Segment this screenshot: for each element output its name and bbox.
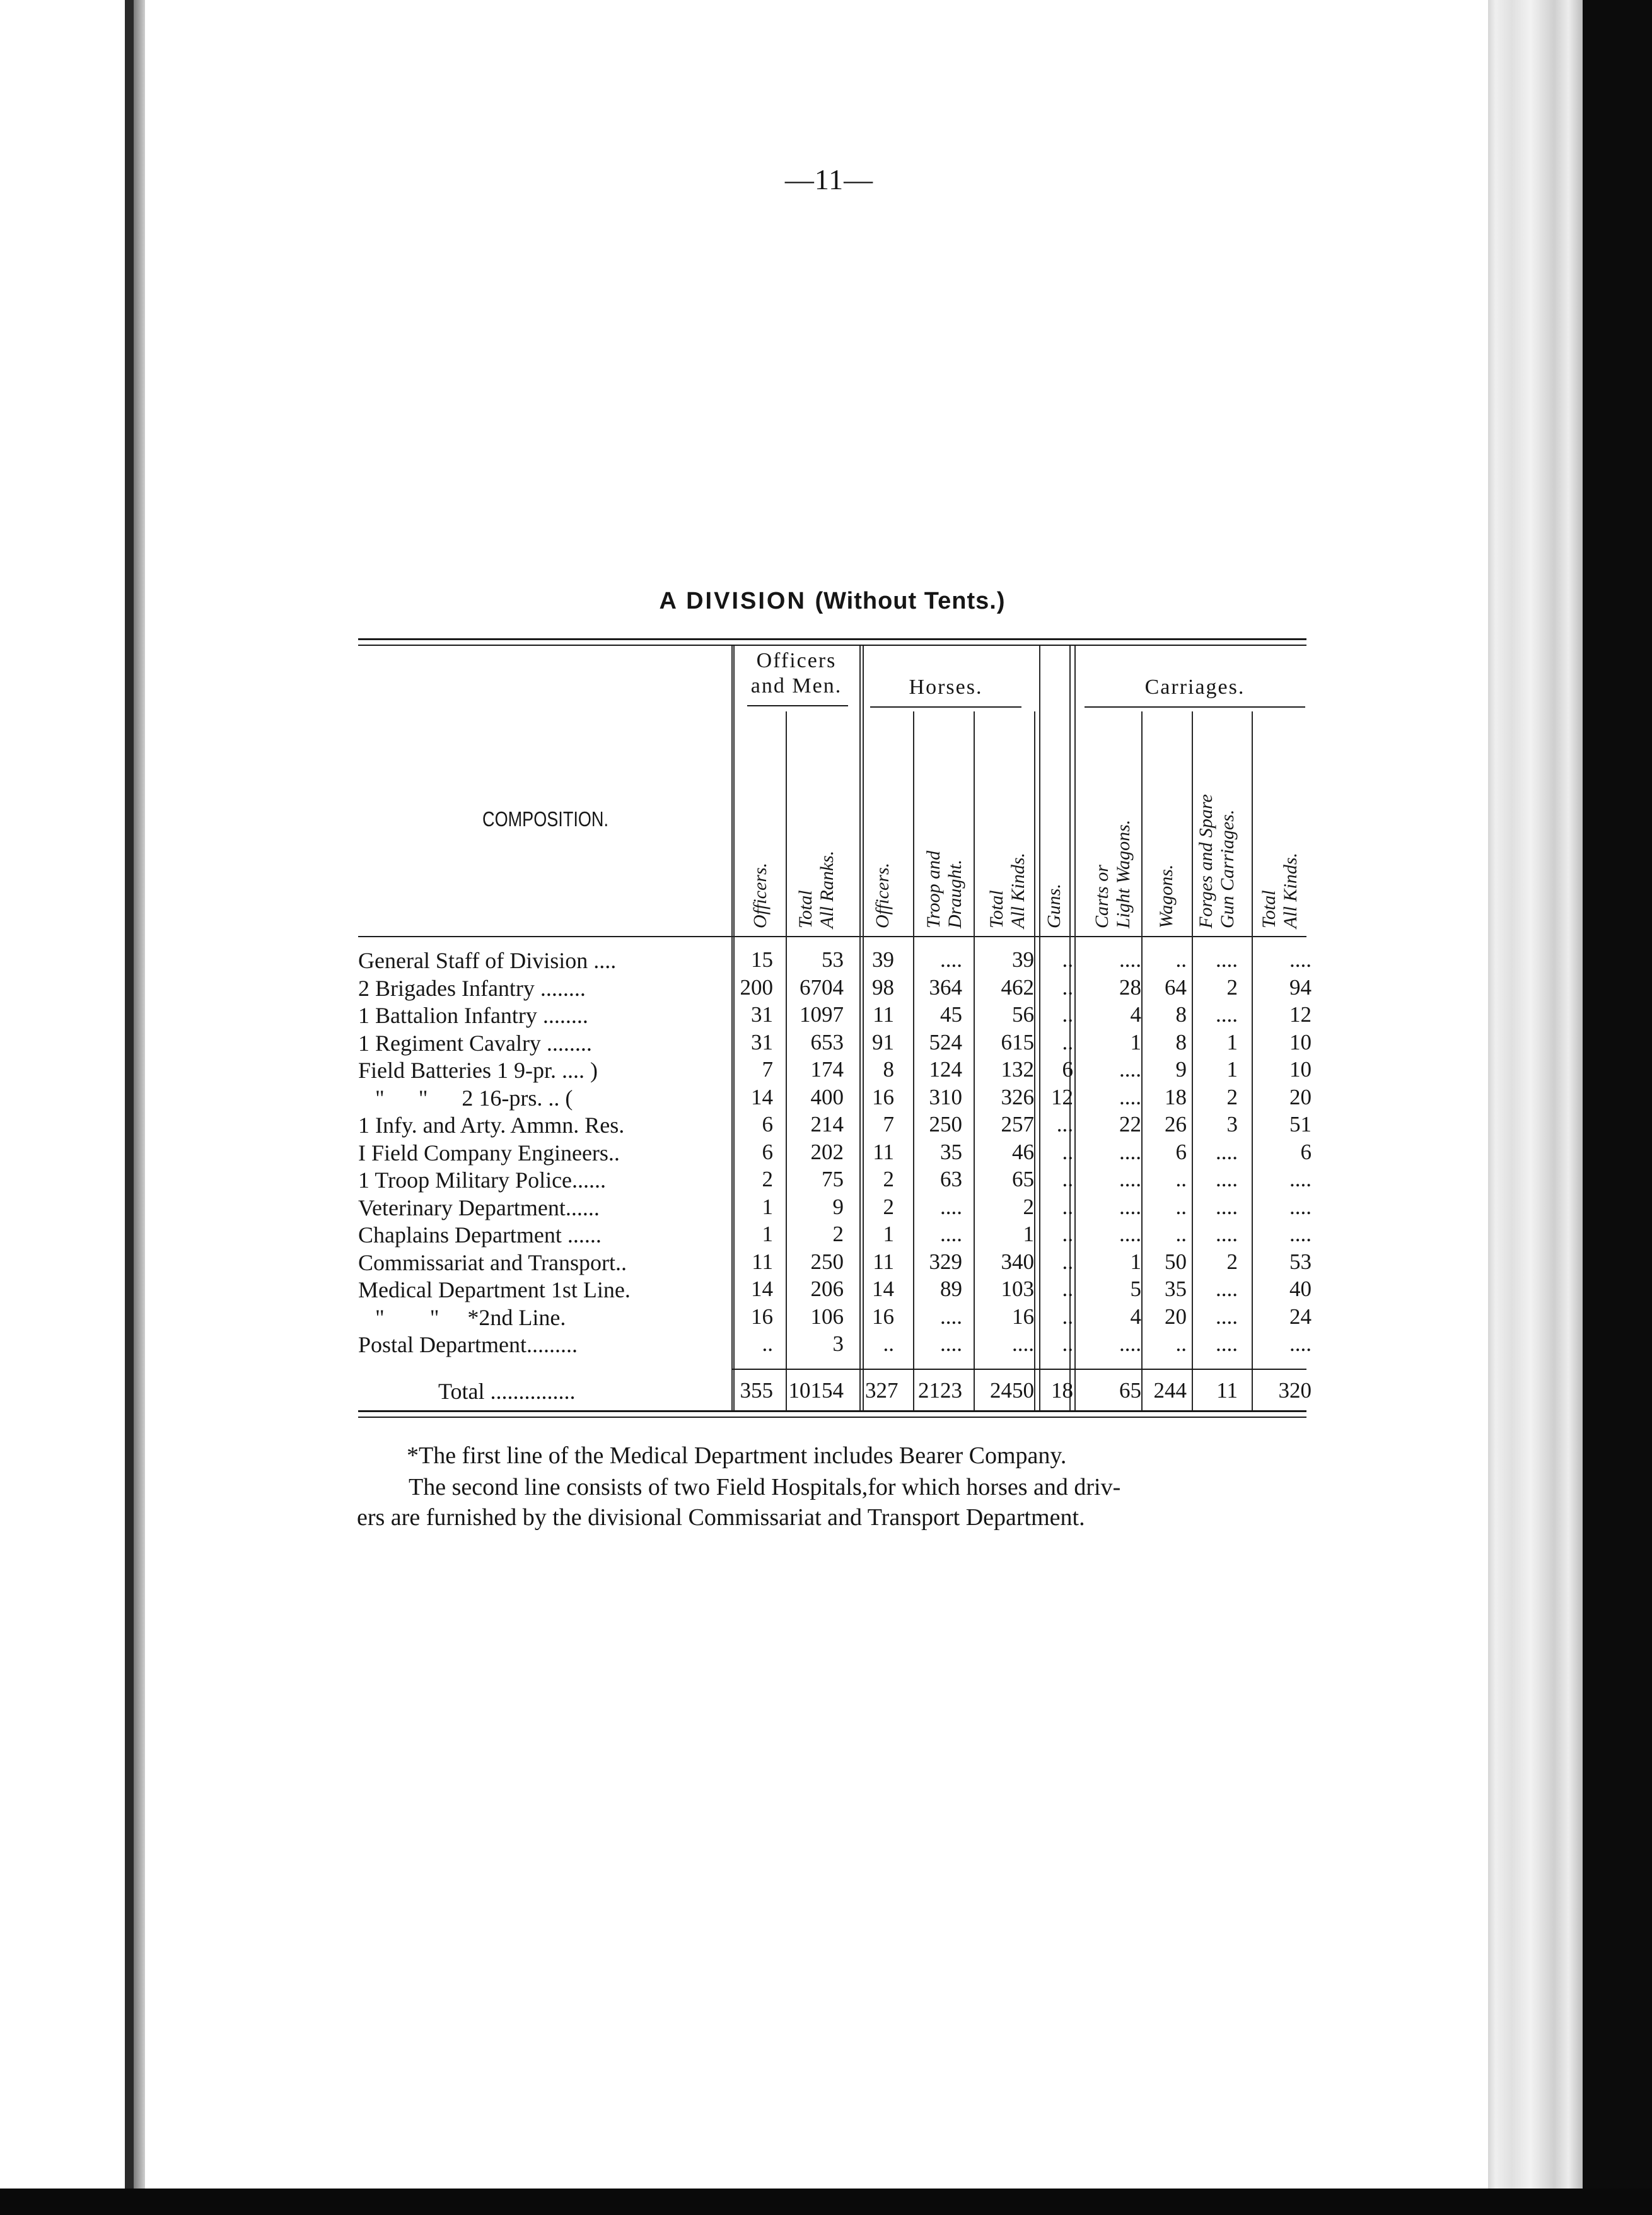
table-cell: ....: [1216, 1195, 1238, 1219]
table-cell: 31: [751, 1030, 773, 1055]
column-header-3-line-1: Officers.: [872, 862, 893, 928]
column-header-5: [986, 853, 1029, 928]
total-cell: 244: [1153, 1378, 1187, 1403]
table-cell: 1: [1023, 1222, 1034, 1246]
column-divider: [1034, 711, 1035, 1410]
table-cell: 11: [873, 1249, 894, 1274]
table-cell: 14: [751, 1277, 773, 1301]
table-cell: ..: [1062, 1249, 1073, 1274]
table-cell: 10: [1289, 1057, 1312, 1082]
table-cell: 2: [1023, 1195, 1034, 1219]
table-cell: 364: [929, 975, 962, 1000]
table-cell: 16: [872, 1304, 894, 1329]
table-cell: 7: [883, 1112, 894, 1137]
column-header-7-line-1: Carts or: [1091, 865, 1112, 928]
table-cell: ..: [1062, 1140, 1073, 1164]
table-cell: ....: [1119, 947, 1141, 972]
table-cell: ..: [1175, 1222, 1187, 1246]
table-cell: 1097: [800, 1002, 844, 1027]
total-cell: 11: [1216, 1378, 1238, 1403]
table-cell: ....: [1289, 1195, 1312, 1219]
total-cell: 65: [1119, 1378, 1141, 1403]
table-cell: 64: [1165, 975, 1187, 1000]
table-cell: ..: [1062, 975, 1073, 1000]
column-header-3: [872, 863, 893, 928]
table-cell: 6: [762, 1112, 773, 1137]
column-header-10-line-1: Total: [1259, 890, 1279, 928]
table-cell: 106: [810, 1304, 844, 1329]
total-cell: 320: [1278, 1378, 1312, 1403]
table-cell: 39: [1012, 947, 1034, 972]
table-cell: ....: [1289, 1167, 1312, 1191]
column-divider: [731, 646, 733, 1410]
table-cell: 214: [810, 1112, 844, 1137]
table-cell: 6704: [800, 975, 844, 1000]
row-label: 1 Regiment Cavalry ........: [358, 1031, 592, 1056]
table-cell: 2: [1226, 1249, 1238, 1274]
row-label: Veterinary Department......: [358, 1195, 600, 1220]
total-cell: 10154: [788, 1378, 844, 1403]
table-cell: 4: [1130, 1002, 1141, 1027]
table-cell: 1: [1130, 1030, 1141, 1055]
table-cell: 1: [1226, 1057, 1238, 1082]
table-cell: ..: [1062, 1331, 1073, 1356]
table-cell: ..: [1062, 1167, 1073, 1191]
table-cell: 103: [1001, 1277, 1034, 1301]
table-cell: ....: [1216, 1331, 1238, 1356]
table-cell: 653: [810, 1030, 844, 1055]
column-header-5-line-1: Total: [986, 890, 1007, 928]
table-cell: ....: [1216, 1140, 1238, 1164]
row-label: I Field Company Engineers..: [358, 1140, 620, 1166]
row-label: Postal Department.........: [358, 1332, 578, 1357]
table-cell: 9: [832, 1195, 844, 1219]
row-label: Medical Department 1st Line.: [358, 1277, 631, 1302]
table-cell: 53: [822, 947, 844, 972]
column-header-8: [1156, 865, 1177, 928]
table-cell: ....: [940, 947, 962, 972]
table-cell: ....: [940, 1222, 962, 1246]
table-cell: 94: [1289, 975, 1312, 1000]
total-label: Total ...............: [438, 1379, 576, 1404]
row-label: 2 Brigades Infantry ........: [358, 976, 586, 1001]
row-label: Chaplains Department ......: [358, 1222, 602, 1248]
table-cell: ..: [1175, 1331, 1187, 1356]
table-cell: 326: [1001, 1085, 1034, 1109]
table-cell: 340: [1001, 1249, 1034, 1274]
column-divider: [859, 646, 861, 1410]
column-header-10-line-2: All Kinds.: [1280, 852, 1301, 928]
total-top-rule: [731, 1369, 1306, 1370]
table-cell: 14: [872, 1277, 894, 1301]
table-top-rule: [358, 638, 1306, 640]
total-cell: 327: [865, 1378, 899, 1403]
table-cell: 202: [810, 1140, 844, 1164]
table-cell: 250: [810, 1249, 844, 1274]
column-header-2: [795, 851, 838, 928]
table-cell: 6: [1062, 1057, 1073, 1082]
table-cell: 4: [1130, 1304, 1141, 1329]
table-cell: ....: [1119, 1057, 1141, 1082]
column-header-7-line-2: Light Wagons.: [1113, 819, 1134, 928]
table-cell: ....: [1289, 1331, 1312, 1356]
table-cell: ..: [1062, 1222, 1073, 1246]
table-cell: 1: [762, 1222, 773, 1246]
table-cell: 12: [1289, 1002, 1312, 1027]
table-cell: 16: [1012, 1304, 1034, 1329]
column-header-4-line-2: Draught.: [945, 859, 965, 928]
table-bottom-rule: [358, 1410, 1306, 1412]
column-header-6: [1044, 884, 1065, 928]
table-cell: ....: [1216, 1002, 1238, 1027]
table-cell: 53: [1289, 1249, 1312, 1274]
column-divider: [1141, 711, 1143, 1410]
group-officers-line1: Officers: [756, 649, 837, 672]
table-cell: 132: [1001, 1057, 1034, 1082]
table-cell: 2: [883, 1167, 894, 1191]
column-header-9-line-2: Gun Carriages.: [1217, 809, 1238, 928]
table-cell: ....: [1119, 1140, 1141, 1164]
table-cell: ....: [1119, 1167, 1141, 1191]
table-cell: 24: [1289, 1304, 1312, 1329]
table-cell: ..: [1062, 1002, 1073, 1027]
column-header-10: [1259, 853, 1301, 928]
table-cell: ....: [1119, 1085, 1141, 1109]
table-cell: 26: [1165, 1112, 1187, 1137]
table-cell: 31: [751, 1002, 773, 1027]
table-cell: 39: [872, 947, 894, 972]
table-cell: 1: [883, 1222, 894, 1246]
table-cell: ..: [883, 1331, 894, 1356]
table-cell: ....: [940, 1304, 962, 1329]
row-label: 1 Troop Military Police......: [358, 1167, 607, 1193]
column-header-4-line-1: Troop and: [923, 850, 944, 928]
table-cell: ..: [1062, 1277, 1073, 1301]
table-cell: 2: [1226, 975, 1238, 1000]
row-label: " " *2nd Line.: [358, 1305, 566, 1330]
table-cell: ....: [940, 1195, 962, 1219]
table-cell: 56: [1012, 1002, 1034, 1027]
table-cell: 12: [1051, 1085, 1073, 1109]
table-cell: 91: [872, 1030, 894, 1055]
footnote-line-3: ers are furnished by the divisional Commissariat and Transport Department.: [357, 1504, 1085, 1531]
column-header-1: [750, 863, 771, 928]
table-cell: 250: [929, 1112, 962, 1137]
table-cell: 400: [810, 1085, 844, 1109]
table-cell: ..: [1062, 947, 1073, 972]
table-cell: 98: [872, 975, 894, 1000]
table-cell: 2: [883, 1195, 894, 1219]
table-cell: ..: [1062, 1304, 1073, 1329]
table-cell: 174: [810, 1057, 844, 1082]
table-cell: 329: [929, 1249, 962, 1274]
group-horses: Horses.: [909, 675, 983, 699]
row-label: " " 2 16-prs. .. (: [358, 1085, 573, 1111]
table-cell: ....: [1216, 1167, 1238, 1191]
title-main: A DIVISION: [659, 588, 806, 614]
table-cell: 1: [1226, 1030, 1238, 1055]
column-header-2-line-2: All Ranks.: [817, 850, 837, 928]
table-cell: 1: [762, 1195, 773, 1219]
table-cell: 524: [929, 1030, 962, 1055]
column-header-9: [1195, 794, 1238, 928]
column-header-7: [1091, 820, 1134, 928]
table-cell: ....: [1216, 1304, 1238, 1329]
table-cell: 2: [762, 1167, 773, 1191]
table-cell: 3: [832, 1331, 844, 1356]
table-cell: 11: [873, 1140, 894, 1164]
table-cell: 2: [832, 1222, 844, 1246]
table-cell: 6: [1300, 1140, 1312, 1164]
table-cell: 35: [940, 1140, 962, 1164]
group-carriages: Carriages.: [1144, 675, 1245, 699]
table-cell: 28: [1119, 975, 1141, 1000]
table-cell: 15: [751, 947, 773, 972]
table-cell: ....: [1119, 1222, 1141, 1246]
column-header-8-line-1: Wagons.: [1156, 864, 1177, 928]
total-cell: 355: [740, 1378, 773, 1403]
table-cell: 10: [1289, 1030, 1312, 1055]
table-cell: ....: [940, 1331, 962, 1356]
table-cell: 9: [1175, 1057, 1187, 1082]
composition-header: COMPOSITION.: [482, 807, 608, 831]
row-label: General Staff of Division ....: [358, 948, 617, 973]
table-cell: 615: [1001, 1030, 1034, 1055]
table-cell: 89: [940, 1277, 962, 1301]
table-cell: 40: [1289, 1277, 1312, 1301]
table-cell: 63: [940, 1167, 962, 1191]
group-officers-and-men: [733, 648, 859, 699]
table-cell: 8: [1175, 1002, 1187, 1027]
table-cell: ..: [1175, 1167, 1187, 1191]
table-cell: ....: [1012, 1331, 1034, 1356]
table-cell: 16: [872, 1085, 894, 1109]
table-cell: ..: [1175, 947, 1187, 972]
horses-group-underline: [870, 706, 1021, 708]
table-cell: 11: [752, 1249, 773, 1274]
table-cell: ....: [1119, 1331, 1141, 1356]
total-cell: 2450: [990, 1378, 1034, 1403]
page-number: —11—: [784, 163, 874, 196]
table-cell: 45: [940, 1002, 962, 1027]
table-cell: 5: [1130, 1277, 1141, 1301]
table-cell: 22: [1119, 1112, 1141, 1137]
table-cell: 16: [751, 1304, 773, 1329]
column-divider: [863, 646, 864, 1410]
table-cell: 6: [1175, 1140, 1187, 1164]
table-cell: 462: [1001, 975, 1034, 1000]
column-divider: [1074, 646, 1076, 1410]
column-header-6-line-1: Guns.: [1044, 884, 1064, 928]
table-cell: ....: [1216, 1277, 1238, 1301]
table-cell: 310: [929, 1085, 962, 1109]
title-parenthetical: (Without Tents.): [815, 588, 1006, 614]
row-label: 1 Infy. and Arty. Ammn. Res.: [358, 1113, 625, 1138]
table-cell: 35: [1165, 1277, 1187, 1301]
table-top-rule-2: [358, 645, 1306, 646]
table-cell: 18: [1165, 1085, 1187, 1109]
table-cell: 124: [929, 1057, 962, 1082]
officers-group-underline: [747, 705, 848, 706]
table-cell: 14: [751, 1085, 773, 1109]
table-cell: 257: [1001, 1112, 1034, 1137]
table-cell: ..: [1062, 1030, 1073, 1055]
total-cell: 18: [1051, 1378, 1073, 1403]
table-cell: ....: [1216, 947, 1238, 972]
table-cell: 50: [1165, 1249, 1187, 1274]
header-bottom-rule: [358, 936, 1306, 937]
table-cell: 8: [883, 1057, 894, 1082]
table-cell: ..: [1062, 1195, 1073, 1219]
column-header-9-line-1: Forges and Spare: [1195, 794, 1216, 928]
column-header-4: [923, 851, 966, 928]
total-cell: 2123: [918, 1378, 962, 1403]
carriages-group-underline: [1085, 706, 1305, 708]
row-label: 1 Battalion Infantry ........: [358, 1003, 588, 1028]
table-cell: ....: [1216, 1222, 1238, 1246]
table-cell: 51: [1289, 1112, 1312, 1137]
table-cell: 6: [762, 1140, 773, 1164]
table-cell: 65: [1012, 1167, 1034, 1191]
column-header-5-line-2: All Kinds.: [1008, 852, 1028, 928]
table-cell: 206: [810, 1277, 844, 1301]
table-cell: 7: [762, 1057, 773, 1082]
table-cell: ..: [1175, 1195, 1187, 1219]
table-cell: ..: [762, 1331, 773, 1356]
row-label: Field Batteries 1 9-pr. .... ): [358, 1058, 598, 1083]
table-cell: ....: [1289, 947, 1312, 972]
table-cell: ...: [1056, 1112, 1073, 1137]
footnote-line-1: *The first line of the Medical Department includes Bearer Company.: [407, 1442, 1067, 1469]
footnote-line-2: The second line consists of two Field Hospitals,for which horses and driv-: [409, 1474, 1121, 1500]
table-cell: 20: [1289, 1085, 1312, 1109]
table-cell: 20: [1165, 1304, 1187, 1329]
table-cell: 3: [1226, 1112, 1238, 1137]
table-cell: 46: [1012, 1140, 1034, 1164]
row-label: Commissariat and Transport..: [358, 1250, 627, 1275]
table-cell: 8: [1175, 1030, 1187, 1055]
scan-border-bottom: [0, 2189, 1652, 2215]
table-cell: 200: [740, 975, 773, 1000]
column-header-2-line-1: Total: [795, 890, 816, 928]
column-header-1-line-1: Officers.: [750, 862, 771, 928]
table-cell: 75: [822, 1167, 844, 1191]
table-cell: 1: [1130, 1249, 1141, 1274]
group-officers-line2: and Men.: [750, 674, 842, 698]
table-cell: 2: [1226, 1085, 1238, 1109]
table-cell: ....: [1289, 1222, 1312, 1246]
table-cell: ....: [1119, 1195, 1141, 1219]
table-bottom-rule-2: [358, 1417, 1306, 1418]
table-cell: 11: [873, 1002, 894, 1027]
